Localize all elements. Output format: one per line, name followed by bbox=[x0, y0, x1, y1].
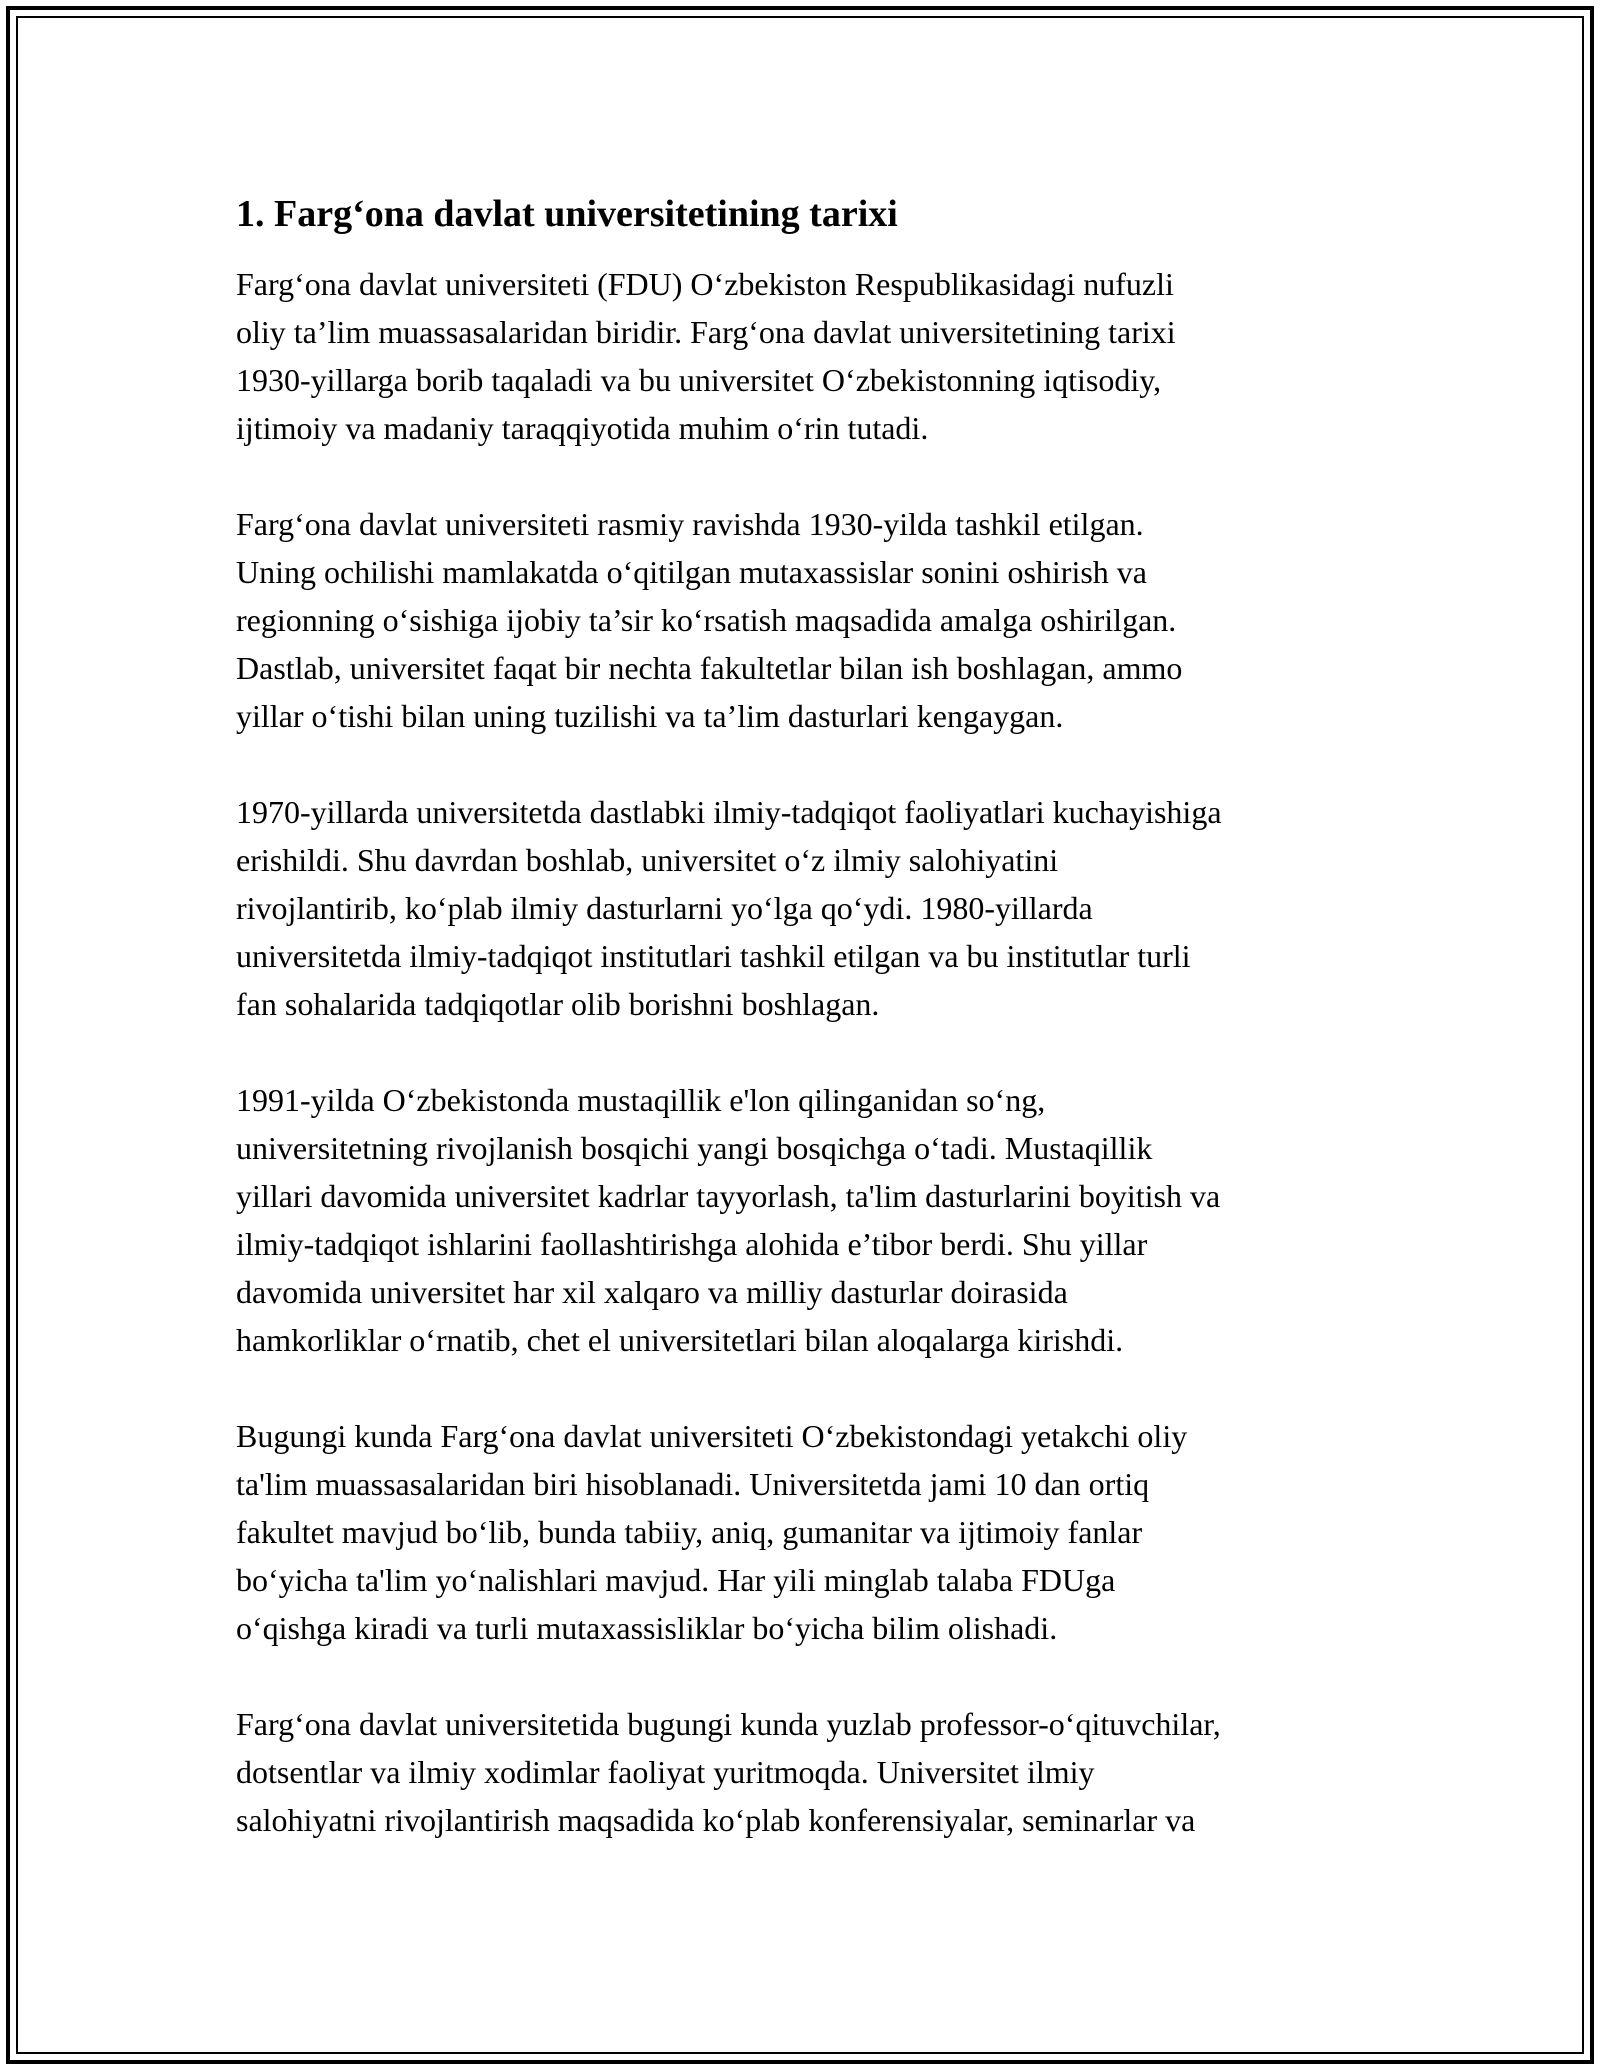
paragraph-intro: Farg‘ona davlat universiteti (FDU) O‘zbekiston Respublikasidagi nufuzli oliy ta’lim muassasalaridan biridir. Farg‘ona davlat universitetining tarixi 1930-yillarga borib taqaladi va bu universitet O‘zbekistonning iqtisodiy, ijtimoiy va madaniy taraqqiyotida muhim o‘rin tutadi. bbox=[236, 266, 1176, 446]
section-heading: 1. Farg‘ona davlat universitetining tarixi bbox=[236, 193, 898, 235]
document-body bbox=[236, 190, 1386, 1844]
paragraph-research-1970s: 1970-yillarda universitetda dastlabki ilmiy-tadqiqot faoliyatlari kuchayishiga erishildi. Shu davrdan boshlab, universitet o‘z ilmiy salohiyatini rivojlantirib, ko‘plab ilmiy dasturlarni yo‘lga qo‘ydi. 1980-yillarda universitetda ilmiy-tadqiqot institutlari tashkil etilgan va bu institutlar turli fan sohalarida tadqiqotlar olib borishni boshlagan. bbox=[236, 794, 1222, 1022]
paragraph-staff: Farg‘ona davlat universitetida bugungi kunda yuzlab professor-o‘qituvchilar, dotsentlar va ilmiy xodimlar faoliyat yuritmoqda. Universitet ilmiy salohiyatni rivojlantirish maqsadida ko‘plab konferensiyalar, seminarlar va bbox=[236, 1706, 1221, 1838]
paragraph-today: Bugungi kunda Farg‘ona davlat universiteti O‘zbekistondagi yetakchi oliy ta'lim muassasalaridan biri hisoblanadi. Universitetda jami 10 dan ortiq fakultet mavjud bo‘lib, bunda tabiiy, aniq, gumanitar va ijtimoiy fanlar bo‘yicha ta'lim yo‘nalishlari mavjud. Har yili minglab talaba FDUga o‘qishga kiradi va turli mutaxassisliklar bo‘yicha bilim olishadi. bbox=[236, 1418, 1188, 1646]
paragraph-independence: 1991-yilda O‘zbekistonda mustaqillik e'lon qilinganidan so‘ng, universitetning rivojlanish bosqichi yangi bosqichga o‘tadi. Mustaqillik yillari davomida universitet kadrlar tayyorlash, ta'lim dasturlarini boyitish va ilmiy-tadqiqot ishlarini faollashtirishga alohida e’tibor berdi. Shu yillar davomida universitet har xil xalqaro va milliy dasturlar doirasida hamkorliklar o‘rnatib, chet el universitetlari bilan aloqalarga kirishdi. bbox=[236, 1082, 1221, 1358]
paragraph-founding: Farg‘ona davlat universiteti rasmiy ravishda 1930-yilda tashkil etilgan. Uning ochilishi mamlakatda o‘qitilgan mutaxassislar sonini oshirish va regionning o‘sishiga ijobiy ta’sir ko‘rsatish maqsadida amalga oshirilgan. Dastlab, universitet faqat bir nechta fakultetlar bilan ish boshlagan, ammo yillar o‘tishi bilan uning tuzilishi va ta’lim dasturlari kengaygan. bbox=[236, 506, 1183, 734]
